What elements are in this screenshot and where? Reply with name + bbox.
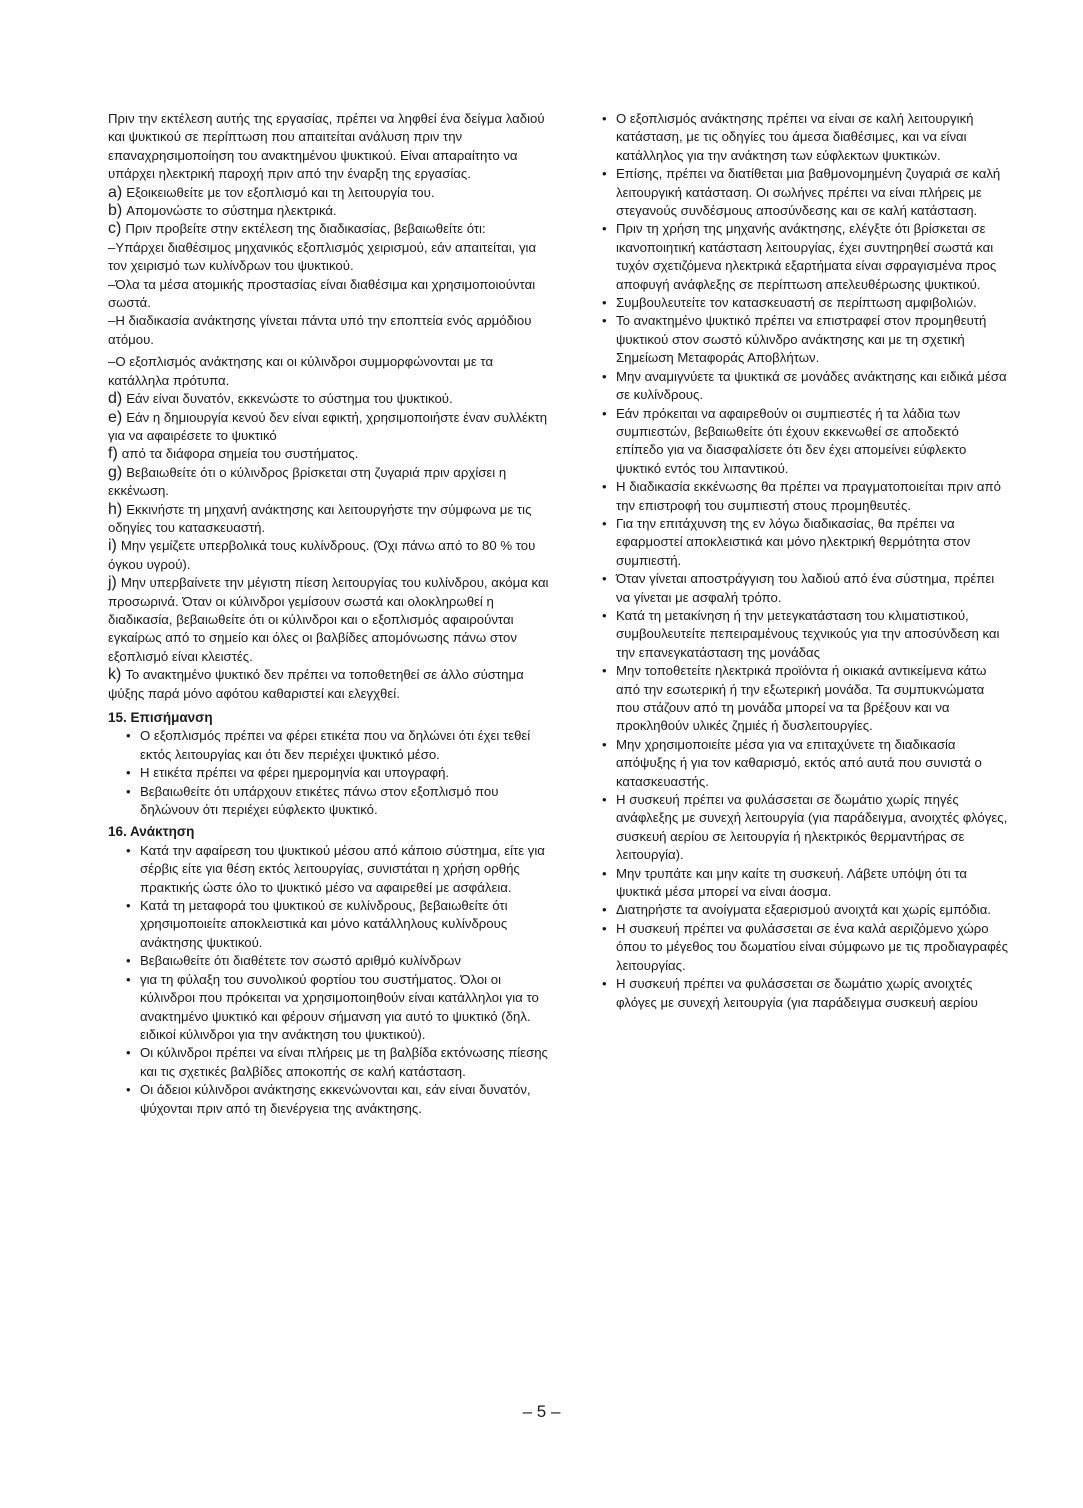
- step-text: Εάν η δημιουργία κενού δεν είναι εφικτή, χρησιμοποιήστε έναν συλλέκτη για να αφαιρέσετε το ψυκτικό: [108, 409, 548, 443]
- list-item: • Μην τοποθετείτε ηλεκτρικά προϊόντα ή οικιακά αντικείμενα κάτω από την εσωτερική ή την εξωτερική μονάδα. Τα συμπυκνώματα που στάζουν από τη μονάδα μπορεί να τα βρέξουν και να προκληθούν υλικές ζημιές ή δυσλειτουργίες.: [596, 662, 1008, 736]
- left-column: [108, 110, 556, 1118]
- list-item: • Μην τρυπάτε και μην καίτε τη συσκευή. Λάβετε υπόψη ότι τα ψυκτικά μέσα μπορεί να είναι άοσμα.: [596, 865, 1008, 902]
- step-item: [108, 445, 556, 463]
- list-item: • Κατά τη μεταφορά του ψυκτικού σε κυλίνδρους, βεβαιωθείτε ότι χρησιμοποιείτε αποκλειστικά και μόνο κατάλληλους κυλίνδρους ανάκτησης ψυκτικού.: [108, 897, 556, 952]
- step-text: Εξοικειωθείτε με τον εξοπλισμό και τη λειτουργία του.: [126, 184, 435, 200]
- list-item: • Η διαδικασία εκκένωσης θα πρέπει να πραγματοποιείται πριν από την επιστροφή του συμπιεστή στους προμηθευτές.: [596, 478, 1008, 515]
- list-item: • Κατά τη μετακίνηση ή την μετεγκατάσταση του κλιματιστικού, συμβουλευτείτε πεπειραμένους τεχνικούς για την αποσύνδεση και την επανεγκατάσταση της μονάδας: [596, 607, 1008, 662]
- step-item: [108, 390, 556, 408]
- step-item: [108, 537, 556, 574]
- dash-item: –Ο εξοπλισμός ανάκτησης και οι κύλινδροι συμμορφώνονται με τα κατάλληλα πρότυπα.: [108, 354, 494, 388]
- list-item: • Ο εξοπλισμός ανάκτησης πρέπει να είναι σε καλή λειτουργική κατάσταση, με τις οδηγίες του άμεσα διαθέσιμες, και να είναι κατάλληλος για την ανάκτηση των εύφλεκτων ψυκτικών.: [596, 110, 1008, 165]
- list-item: • Η συσκευή πρέπει να φυλάσσεται σε δωμάτιο χωρίς πηγές ανάφλεξης με συνεχή λειτουργία (για παράδειγμα, ανοιχτές φλόγες, συσκευή αερίου σε λειτουργία ή ηλεκτρικός θερμαντήρας σε λειτουργία).: [596, 791, 1008, 865]
- dash-item: –Όλα τα μέσα ατομικής προστασίας είναι διαθέσιμα και χρησιμοποιούνται σωστά.: [108, 276, 536, 311]
- section-16-list: [108, 842, 556, 1118]
- list-item: • Η συσκευή πρέπει να φυλάσσεται σε δωμάτιο χωρίς ανοιχτές φλόγες με συνεχή λειτουργία (για παράδειγμα συσκευή αερίου: [596, 975, 1008, 1012]
- dash-list: [108, 239, 556, 390]
- step-text: Εάν είναι δυνατόν, εκκενώστε το σύστημα του ψυκτικού.: [126, 391, 453, 407]
- step-item: [108, 220, 556, 238]
- intro-paragraph: Πριν την εκτέλεση αυτής της εργασίας, πρέπει να ληφθεί ένα δείγμα λαδιού και ψυκτικού σε περίπτωση που απαιτείται ανάλυση πριν την επαναχρησιμοποίηση του ανακτημένου ψυκτικού. Είναι απαραίτητο να υπάρχει ηλεκτρική παροχή πριν από την έναρξη της εργασίας.: [108, 111, 545, 182]
- step-item: [108, 501, 556, 538]
- step-letter: k): [108, 666, 122, 684]
- list-item: • Συμβουλευτείτε τον κατασκευαστή σε περίπτωση αμφιβολιών.: [596, 294, 1008, 312]
- step-text: Μην γεμίζετε υπερβολικά τους κυλίνδρους. (Όχι πάνω από το 80 % του όγκου υγρού).: [108, 538, 536, 572]
- step-letter: c): [108, 220, 122, 238]
- step-item: [108, 666, 556, 703]
- right-column: [596, 110, 1008, 1012]
- list-item: • Πριν τη χρήση της μηχανής ανάκτησης, ελέγξτε ότι βρίσκεται σε ικανοποιητική κατάσταση λειτουργίας, έχει συντηρηθεί σωστά και τυχόν σχετιζόμενα ηλεκτρικά εξαρτήματα είναι σφραγισμένα προς αποφυγή ανάφλεξης σε περίπτωση απελευθέρωσης ψυκτικού.: [596, 220, 1008, 294]
- list-item: • Η ετικέτα πρέπει να φέρει ημερομηνία και υπογραφή.: [108, 764, 556, 782]
- dash-item: –Υπάρχει διαθέσιμος μηχανικός εξοπλισμός χειρισμού, εάν απαιτείται, για τον χειρισμό των κυλίνδρων του ψυκτικού.: [108, 239, 537, 274]
- steps-a-c: [108, 184, 556, 239]
- step-text: Πριν προβείτε στην εκτέλεση της διαδικασίας, βεβαιωθείτε ότι:: [125, 221, 486, 237]
- step-letter: g): [108, 463, 123, 481]
- dash-item: –Η διαδικασία ανάκτησης γίνεται πάντα υπό την εποπτεία ενός αρμόδιου ατόμου.: [108, 313, 532, 347]
- list-item: • Το ανακτημένο ψυκτικό πρέπει να επιστραφεί στον προμηθευτή ψυκτικού στον σωστό κύλινδρο ανάκτησης και με τη σχετική Σημείωση Μεταφοράς Αποβλήτων.: [596, 312, 1008, 367]
- step-text: Το ανακτημένο ψυκτικό δεν πρέπει να τοποθετηθεί σε άλλο σύστημα ψύξης παρά μόνο αφότου καθαριστεί και ελεγχθεί.: [108, 667, 524, 701]
- step-text: Μην υπερβαίνετε την μέγιστη πίεση λειτουργίας του κυλίνδρου, ακόμα και προσωρινά. Όταν οι κύλινδροι γεμίσουν σωστά και ολοκληρωθεί η διαδικασία, βεβαιωθείτε ότι οι κύλινδροι και ο εξοπλισμός αφαιρούνται εγκαίρως από το σημείο και όλες οι βαλβίδες απομόνωσης πάνω στον εξοπλισμό είναι κλειστές.: [108, 575, 549, 664]
- section-15-list: [108, 727, 556, 819]
- step-text: Απομονώστε το σύστημα ηλεκτρικά.: [126, 203, 337, 219]
- step-text: από τα διάφορα σημεία του συστήματος.: [121, 446, 359, 462]
- step-item: [108, 464, 556, 501]
- step-item: [108, 202, 556, 220]
- step-letter: e): [108, 408, 123, 426]
- right-bullet-list: [596, 110, 1008, 1012]
- step-text: Εκκινήστε τη μηχανή ανάκτησης και λειτουργήστε την σύμφωνα με τις οδηγίες του κατασκευαστή.: [108, 501, 532, 535]
- list-item: • Βεβαιωθείτε ότι διαθέτετε τον σωστό αριθμό κυλίνδρων: [108, 952, 556, 970]
- list-item: • Οι κύλινδροι πρέπει να είναι πλήρεις με τη βαλβίδα εκτόνωσης πίεσης και τις σχετικές βαλβίδες αποκοπής σε καλή κατάσταση.: [108, 1044, 556, 1081]
- list-item: • Εάν πρόκειται να αφαιρεθούν οι συμπιεστές ή τα λάδια των συμπιεστών, βεβαιωθείτε ότι έχουν εκκενωθεί σε αποδεκτό επίπεδο για να διασφαλίσετε ότι δεν έχει απομείνει εύφλεκτο ψυκτικό εντός του λιπαντικού.: [596, 405, 1008, 479]
- step-letter: j): [108, 574, 117, 592]
- step-letter: d): [108, 390, 123, 408]
- section-15-heading: 15. Επισήμανση: [108, 710, 213, 725]
- list-item: • Η συσκευή πρέπει να φυλάσσεται σε ένα καλά αεριζόμενο χώρο όπου το μέγεθος του δωματίου είναι σύμφωνο με τις προδιαγραφές λειτουργίας.: [596, 920, 1008, 975]
- step-item: [108, 409, 556, 446]
- list-item: • για τη φύλαξη του συνολικού φορτίου του συστήματος. Όλοι οι κύλινδροι που πρόκειται να χρησιμοποιηθούν είναι κατάλληλοι για το ανακτημένο ψυκτικό και φέρουν σήμανση για αυτό το ψυκτικό (δηλ. ειδικοί κύλινδροι για την ανάκτηση του ψυκτικού).: [108, 971, 556, 1045]
- list-item: • Οι άδειοι κύλινδροι ανάκτησης εκκενώνονται και, εάν είναι δυνατόν, ψύχονται πριν από τη διενέργεια της ανάκτησης.: [108, 1081, 556, 1118]
- step-letter: f): [108, 445, 118, 463]
- list-item: • Όταν γίνεται αποστράγγιση του λαδιού από ένα σύστημα, πρέπει να γίνεται με ασφαλή τρόπο.: [596, 570, 1008, 607]
- page-number: – 5 –: [522, 1402, 561, 1421]
- step-text: Βεβαιωθείτε ότι ο κύλινδρος βρίσκεται στη ζυγαριά πριν αρχίσει η εκκένωση.: [108, 464, 507, 499]
- step-letter: h): [108, 500, 123, 518]
- step-item: [108, 184, 556, 202]
- list-item: • Ο εξοπλισμός πρέπει να φέρει ετικέτα που να δηλώνει ότι έχει τεθεί εκτός λειτουργίας και ότι δεν περιέχει ψυκτικό μέσο.: [108, 727, 556, 764]
- list-item: • Μην χρησιμοποιείτε μέσα για να επιταχύνετε τη διαδικασία απόψυξης ή για τον καθαρισμό, εκτός από αυτά που συνιστά ο κατασκευαστής.: [596, 736, 1008, 791]
- step-letter: i): [108, 537, 117, 555]
- list-item: • Διατηρήστε τα ανοίγματα εξαερισμού ανοιχτά και χωρίς εμπόδια.: [596, 901, 1008, 919]
- section-16-heading: 16. Ανάκτηση: [108, 824, 195, 840]
- list-item: • Κατά την αφαίρεση του ψυκτικού μέσου από κάποιο σύστημα, είτε για σέρβις είτε για θέση εκτός λειτουργίας, συνιστάται η χρήση ορθής πρακτικής ώστε όλο το ψυκτικό μέσο να αφαιρεθεί με ασφάλεια.: [108, 842, 556, 897]
- step-letter: b): [108, 202, 123, 220]
- step-letter: a): [108, 183, 123, 201]
- list-item: • Μην αναμιγνύετε τα ψυκτικά σε μονάδες ανάκτησης και ειδικά μέσα σε κυλίνδρους.: [596, 368, 1008, 405]
- list-item: • Επίσης, πρέπει να διατίθεται μια βαθμονομημένη ζυγαριά σε καλή λειτουργική κατάσταση. Οι σωλήνες πρέπει να είναι πλήρεις με στεγανούς συνδέσμους αποσύνδεσης και σε καλή κατάσταση.: [596, 165, 1008, 220]
- list-item: • Για την επιτάχυνση της εν λόγω διαδικασίας, θα πρέπει να εφαρμοστεί αποκλειστικά και μόνο ηλεκτρική θερμότητα στον συμπιεστή.: [596, 515, 1008, 570]
- list-item: • Βεβαιωθείτε ότι υπάρχουν ετικέτες πάνω στον εξοπλισμό που δηλώνουν ότι περιέχει εύφλεκτο ψυκτικό.: [108, 783, 556, 820]
- step-item: [108, 574, 556, 666]
- steps-d-k: [108, 390, 556, 703]
